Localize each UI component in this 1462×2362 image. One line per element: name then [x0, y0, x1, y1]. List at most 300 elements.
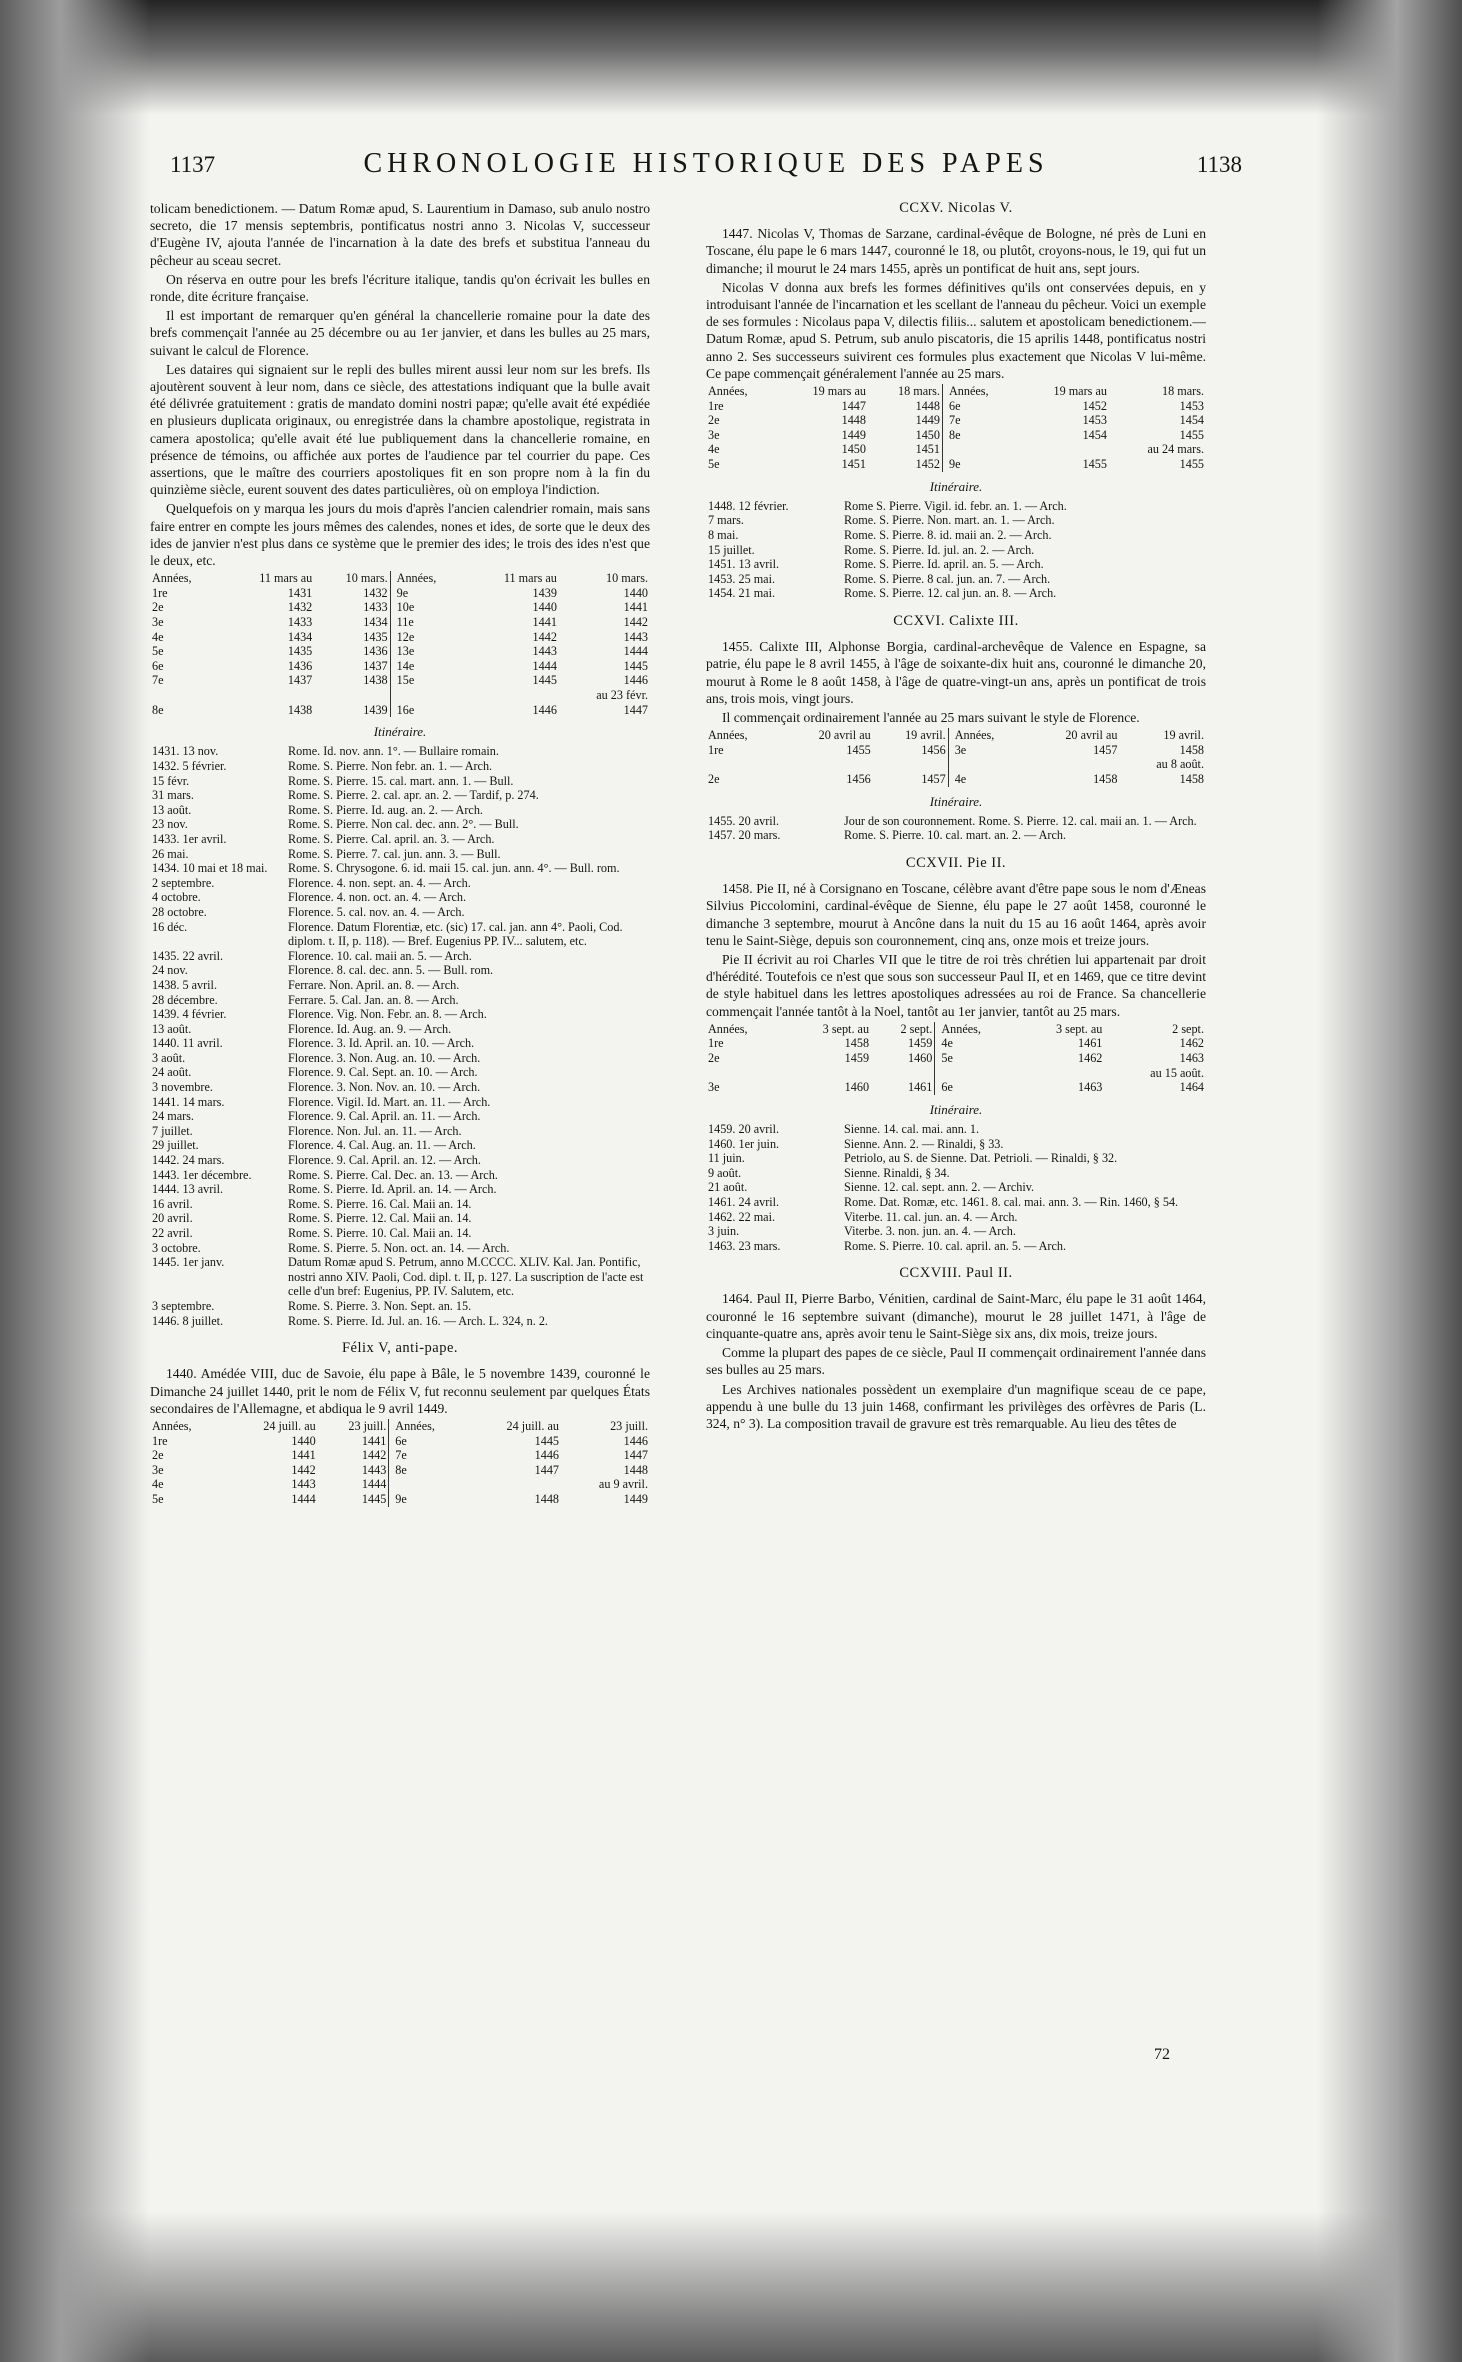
table-cell: 1446 [623, 1433, 648, 1448]
itinerary-date: 16 déc. [152, 919, 188, 934]
table-row [150, 1124, 650, 1139]
table-cell: 7e [152, 673, 164, 688]
scan-edge-right [1317, 0, 1462, 2362]
table-row [706, 586, 1206, 601]
table-row [150, 774, 650, 789]
table-cell: 3e [708, 427, 720, 442]
table-cell: 1438 [287, 702, 313, 717]
table-cell: 4e [708, 442, 720, 457]
table-cell: 1447 [623, 702, 648, 717]
table-row [150, 1036, 650, 1051]
table-cell: 9e [395, 1491, 407, 1506]
table-cell: 15e [396, 673, 415, 688]
table-row [150, 1109, 650, 1124]
itinerary-date: 28 décembre. [152, 992, 218, 1007]
table-cell: 1450 [841, 442, 866, 457]
table-row [150, 1492, 650, 1507]
table-cell: 8e [948, 427, 961, 442]
itinerary-date: 4 octobre. [152, 890, 201, 905]
table-row [706, 1151, 1206, 1166]
table-row [706, 743, 1206, 758]
table-cell: 1440 [532, 600, 557, 615]
regnal-years-table [706, 728, 1206, 786]
table-cell: 1441 [532, 615, 557, 630]
table-cell: 6e [395, 1433, 407, 1448]
itinerary-date: 11 juin. [708, 1151, 745, 1166]
table-row [706, 772, 1206, 787]
table-cell [783, 1066, 871, 1081]
table-row [706, 572, 1206, 587]
table-row [706, 1239, 1206, 1254]
table-cell: 1458 [1093, 771, 1118, 786]
itinerary-entry: Rome. S. Pierre. 15. cal. mart. ann. 1. — Bull. [288, 773, 514, 788]
itinerary-date: 1454. 21 mai. [708, 586, 776, 601]
table-cell: 1442 [361, 1448, 387, 1463]
itinerary-entry: Sienne. 14. cal. mai. ann. 1. [844, 1121, 980, 1136]
itinerary-entry: Rome. S. Pierre. Cal. april. an. 3. — Arch. [288, 831, 495, 846]
table-cell: au 15 août. [1150, 1065, 1204, 1080]
itinerary-entry: Sienne. 12. cal. sept. ann. 2. — Archiv. [844, 1180, 1035, 1195]
table-row [150, 630, 650, 645]
table-cell: 1451 [841, 457, 866, 471]
table-cell: 1446 [534, 1448, 560, 1463]
itinerary-entry: Rome. S. Pierre. Non. mart. an. 1. — Arch. [844, 513, 1055, 528]
table-row [150, 1153, 650, 1168]
table-cell: 1433 [363, 600, 388, 615]
header-cell: 3 sept. au [1056, 1021, 1103, 1036]
itinerary-date: 1445. 1er janv. [152, 1255, 225, 1270]
table-cell: 1458 [1179, 771, 1204, 786]
header-cell: 11 mars au [503, 571, 557, 586]
header-cell: 10 mars. [606, 571, 648, 586]
table-cell [221, 688, 314, 703]
table-row [150, 861, 650, 876]
paragraph: 1440. Amédée VIII, duc de Savoie, élu pape à Bâle, le 5 novembre 1439, couronné le Dimanche 24 juillet 1440, prit le nom de Félix V, fut reconnu seulement par quelques États secondaires de l'Allemagne, et abdiqua le 9 avril 1449. [150, 1366, 650, 1416]
itinerary-entry: Viterbe. 3. non. jun. an. 4. — Arch. [844, 1224, 1016, 1239]
table-cell: 1444 [532, 658, 557, 673]
itinerary-heading: Itinéraire. [929, 1101, 983, 1117]
table-row [706, 814, 1206, 829]
table-cell: 1434 [363, 615, 388, 630]
itinerary-entry: Florence. 3. Non. Aug. an. 10. — Arch. [288, 1050, 481, 1065]
itinerary-date: 28 octobre. [152, 904, 207, 919]
table-cell: 1442 [291, 1462, 316, 1477]
table-cell: 1445 [361, 1491, 387, 1506]
table-row [150, 1168, 650, 1183]
paragraph: Il est important de remarquer qu'en général la chancellerie romaine pour la date des brefs commençait l'année au 25 décembre ou au 1er janvier, et dans les bulles au 25 mars, suivant le calcul de Florence. [150, 308, 650, 358]
header-cell: 2 sept. [900, 1021, 933, 1036]
table-cell: 1443 [623, 629, 648, 644]
itinerary-entry: Rome. Dat. Romæ, etc. 1461. 8. cal. mai. ann. 3. — Rin. 1460, § 54. [844, 1194, 1179, 1209]
table-cell [1017, 442, 1109, 457]
section-title: Félix V, anti-pape. [341, 1340, 459, 1357]
table-cell: 1460 [907, 1050, 933, 1065]
itinerary-date: 16 avril. [152, 1196, 193, 1211]
table-cell: 1446 [623, 673, 648, 688]
table-cell [1016, 1066, 1104, 1081]
itinerary-date: 13 août. [152, 802, 192, 817]
table-cell: 1443 [532, 644, 557, 659]
itinerary-entry: Jour de son couronnement. Rome. S. Pierre. 12. cal. maii an. 1. — Arch. [844, 813, 1197, 828]
table-row [150, 993, 650, 1008]
table-cell [150, 688, 221, 703]
table-cell: 5e [152, 644, 164, 659]
header-cell: 20 avril au [818, 728, 871, 743]
table-row [706, 1166, 1206, 1181]
table-cell: 1449 [841, 427, 866, 442]
table-cell: 1444 [623, 644, 648, 659]
itinerary-entry: Florence. 4. Cal. Aug. an. 11. — Arch. [288, 1138, 476, 1153]
table-cell: 1458 [844, 1036, 870, 1051]
itinerary-entry: Rome. S. Pierre. 7. cal. jun. ann. 3. — Bull. [288, 846, 501, 861]
header-cell: 3 sept. au [822, 1021, 870, 1036]
table-cell: 1447 [623, 1448, 648, 1463]
table-header-row [706, 384, 1206, 399]
table-cell: 1462 [1078, 1050, 1103, 1065]
table-cell [779, 757, 873, 772]
table-cell: 4e [941, 1036, 953, 1051]
itinerary-entry: Florence. Id. Aug. an. 9. — Arch. [288, 1021, 452, 1036]
table-row [150, 920, 650, 949]
table-cell: 1437 [287, 673, 313, 688]
table-cell: 3e [708, 1080, 720, 1095]
itinerary-entry: Rome. S. Pierre. 5. Non. oct. an. 14. — Arch. [288, 1240, 510, 1255]
table-row [150, 788, 650, 803]
paragraph: Les dataires qui signaient sur le repli des bulles mirent aussi leur nom sur les brefs. Ils ajoutèrent souvent à leur nom, dans ce siècle, des attestations indiquant que la bulle avait été délivrée gratuitement : gratis de mandato domini nostri papæ; qu'elle avait été expédiée en plusieurs duplicata originaux, ou enregistrée dans la chambre apostolique, registrata in camera apostolica; qu'elle avait été lue publiquement dans la chancellerie romaine, en présence de témoins, ou affichée aux portes de l'audience par tel courrier du pape. Ces assertions, que le maître des courriers apostoliques fit en son propre nom à la fin du quinzième siècle, eurent souvent des dates particulières, où on employa l'indiction. [150, 361, 650, 498]
table-cell: 1441 [361, 1433, 387, 1448]
itinerary-entry: Rome. S. Pierre. Non febr. an. 1. — Arch. [288, 759, 493, 773]
itinerary-date: 1441. 14 mars. [152, 1094, 225, 1109]
itinerary-date: 1442. 24 mars. [152, 1153, 225, 1168]
table-row [150, 1463, 650, 1478]
table-row [150, 832, 650, 847]
table-cell: au 8 août. [1156, 757, 1204, 772]
header-cell: 18 mars. [1162, 384, 1204, 399]
table-cell: 12e [396, 629, 415, 644]
header-cell: 18 mars. [897, 384, 940, 399]
table-row [706, 828, 1206, 843]
itinerary-date: 24 août. [152, 1065, 192, 1080]
table-row [150, 978, 650, 993]
itinerary-heading: Itinéraire. [929, 793, 983, 809]
table-cell: 1455 [846, 742, 871, 757]
table-cell: 1455 [1179, 427, 1204, 442]
table-cell: 14e [396, 658, 415, 673]
table-cell: 1453 [1179, 398, 1204, 413]
table-cell [706, 757, 779, 772]
table-cell: 9e [396, 585, 409, 600]
table-cell [395, 688, 466, 703]
table-cell: 1441 [291, 1448, 316, 1463]
table-row [150, 1434, 650, 1449]
itinerary-entry: Florence. 4. non. oct. an. 4. — Arch. [288, 890, 467, 905]
itinerary-entry: Rome. S. Pierre. Id. april. an. 5. — Arch. [844, 557, 1044, 572]
table-cell: 1438 [363, 673, 388, 688]
itinerary-date: 23 nov. [152, 817, 188, 832]
table-cell: 1448 [915, 398, 940, 413]
table-cell: 1447 [841, 398, 866, 413]
table-cell: 1454 [1082, 427, 1107, 442]
paragraph: 1455. Calixte III, Alphonse Borgia, cardinal-archevêque de Valence en Espagne, sa patrie, élu pape le 8 avril 1455, à l'âge de soixante-dix huit ans, couronné le dimanche 20, mourut à Rome le 8 août 1458, à l'âge de quatre-vingt-un ans, après un pontificat de trois ans, trois mois, vingt jours. [706, 639, 1206, 706]
paragraph: Il commençait ordinairement l'année au 25 mars suivant le style de Florence. [722, 709, 1140, 725]
itinerary-entry: Rome. S. Pierre. Id. jul. an. 2. — Arch. [844, 542, 1035, 557]
itinerary-date: 1460. 1er juin. [708, 1136, 780, 1151]
table-cell: 4e [152, 1477, 164, 1492]
page-number-right: 1138 [1196, 152, 1242, 177]
table-header-row [706, 728, 1206, 743]
table-cell: 1431 [287, 585, 313, 600]
regnal-years-table [706, 1022, 1206, 1095]
table-cell: au 9 avril. [598, 1477, 648, 1492]
table-cell: 4e [954, 771, 967, 786]
itinerary-entry: Florence. 3. Id. April. an. 10. — Arch. [288, 1036, 475, 1051]
itinerary-entry: Rome. S. Pierre. 8 cal. jun. an. 7. — Arch. [844, 571, 1051, 586]
table-row [150, 659, 650, 674]
table-cell: 6e [152, 658, 164, 673]
table-row [706, 1224, 1206, 1239]
itinerary-entry: Datum Romæ apud S. Petrum, anno M.CCCC. XLIV. Kal. Jan. Pontific, nostri anno XIV. Paoli, Cod. dipl. t. II, p. 127. La suscription de l'acte est celle d'un bref: Eugenius, PP. IV. Salutem, etc. [288, 1255, 644, 1299]
itinerary-date: 1435. 22 avril. [152, 948, 224, 963]
header-cell: 11 mars au [259, 571, 313, 586]
section-title: CCXVI. Calixte III. [893, 612, 1019, 629]
table-cell: 4e [152, 629, 164, 644]
table-row [706, 413, 1206, 428]
table-cell: 1445 [532, 673, 557, 688]
header-cell: Années, [396, 571, 437, 586]
table-cell: 1453 [1082, 413, 1107, 428]
itinerary-heading: Itinéraire. [373, 724, 427, 740]
itinerary-date: 24 mars. [152, 1109, 194, 1124]
table-row [150, 1226, 650, 1241]
itinerary-date: 3 septembre. [152, 1298, 215, 1313]
table-row [150, 1007, 650, 1022]
itinerary-date: 1444. 13 avril. [152, 1182, 224, 1197]
table-row [150, 644, 650, 659]
itinerary-date: 1434. 10 mai et 18 mai. [152, 861, 268, 876]
itinerary-date: 9 août. [708, 1165, 742, 1180]
itinerary-table [706, 499, 1206, 601]
table-cell [314, 688, 390, 703]
itinerary-date: 7 mars. [708, 513, 744, 528]
itinerary-entry: Sienne. Ann. 2. — Rinaldi, § 33. [844, 1136, 1004, 1151]
table-row [150, 1211, 650, 1226]
table-cell: 8e [395, 1462, 407, 1477]
itinerary-table [706, 814, 1206, 843]
header-cell: Années, [152, 1418, 192, 1433]
header-cell: 23 juill. [348, 1418, 387, 1433]
table-cell: 1444 [291, 1491, 316, 1506]
table-cell: 9e [948, 457, 961, 471]
itinerary-table [706, 1122, 1206, 1253]
table-cell: 2e [152, 1448, 164, 1463]
itinerary-date: 29 juillet. [152, 1138, 199, 1153]
header-cell: 19 mars au [1053, 384, 1107, 399]
table-row [150, 1477, 650, 1492]
itinerary-entry: Florence. Vig. Non. Febr. an. 8. — Arch. [288, 1007, 487, 1022]
table-cell [939, 1066, 1016, 1081]
itinerary-date: 3 octobre. [152, 1240, 201, 1255]
table-cell: 6e [941, 1080, 953, 1095]
table-cell: 1445 [623, 658, 648, 673]
table-cell: 2e [708, 413, 720, 428]
paragraph: Quelquefois on y marqua les jours du mois d'après l'ancien calendrier romain, mais sans faire entrer en compte les jours mêmes des calendes, nones et ides, de sorte que le deux des ides de janvier n'est plus dans ce système que le premier des ides; le trois des ides n'est que le deux, etc. [150, 501, 650, 569]
itinerary-entry: Rome. S. Pierre. 10. Cal. Maii an. 14. [288, 1226, 472, 1240]
table-cell: 1446 [532, 702, 557, 717]
itinerary-entry: Rome. S. Pierre. 10. cal. april. an. 5. — Arch. [844, 1238, 1067, 1253]
section-title: CCXV. Nicolas V. [899, 200, 1013, 216]
table-cell: 1455 [1082, 457, 1107, 471]
header-cell: 20 avril au [1065, 728, 1118, 743]
table-cell: 1443 [291, 1477, 316, 1492]
table-cell: 1re [152, 1433, 168, 1448]
table-cell: 2e [152, 600, 164, 615]
table-row [150, 817, 650, 832]
itinerary-date: 15 juillet. [708, 542, 755, 557]
itinerary-table [150, 744, 650, 1328]
table-cell: 5e [152, 1491, 164, 1506]
table-cell: 1461 [1078, 1036, 1103, 1051]
table-header-row [150, 1419, 650, 1434]
itinerary-date: 15 févr. [152, 773, 190, 788]
itinerary-date: 21 août. [708, 1180, 748, 1195]
table-row [150, 1051, 650, 1066]
table-cell: au 24 mars. [1147, 442, 1204, 457]
table-cell: 3e [152, 615, 164, 630]
table-row [150, 1299, 650, 1314]
table-row [150, 847, 650, 862]
itinerary-entry: Petriolo, au S. de Sienne. Dat. Petrioli. — Rinaldi, § 32. [844, 1151, 1118, 1166]
header-cell: Années, [948, 384, 989, 399]
table-row [706, 757, 1206, 772]
table-cell: 1442 [532, 629, 557, 644]
table-row [150, 1197, 650, 1212]
table-cell: 1439 [532, 585, 557, 600]
table-cell: 16e [396, 702, 415, 717]
itinerary-date: 1439. 4 février. [152, 1007, 227, 1022]
header-cell: 19 avril. [1163, 728, 1204, 743]
itinerary-date: 1443. 1er décembre. [152, 1167, 252, 1182]
itinerary-entry: Florence. 9. Cal. April. an. 11. — Arch. [288, 1109, 481, 1124]
itinerary-date: 1453. 25 mai. [708, 571, 776, 586]
table-cell: 1435 [287, 644, 313, 659]
table-cell: 1456 [921, 742, 946, 757]
table-cell: 1448 [623, 1462, 648, 1477]
table-cell [873, 757, 948, 772]
itinerary-date: 26 mai. [152, 846, 189, 861]
itinerary-entry: Rome. S. Pierre. 10. cal. mart. an. 2. — Arch. [844, 828, 1067, 843]
itinerary-date: 1462. 22 mai. [708, 1209, 776, 1224]
table-row [150, 949, 650, 964]
table-cell: 1458 [1179, 742, 1204, 757]
scan-edge-bottom [0, 2212, 1462, 2362]
table-row [150, 905, 650, 920]
table-header-row [706, 1022, 1206, 1037]
table-cell: 1444 [361, 1477, 387, 1492]
table-cell: 1463 [1179, 1050, 1204, 1065]
table-cell: 1re [708, 398, 724, 413]
table-cell: 6e [948, 398, 961, 413]
table-row [706, 1122, 1206, 1137]
table-cell: 13e [396, 644, 415, 659]
header-cell: Années, [941, 1021, 981, 1036]
table-cell: au 23 févr. [596, 688, 648, 703]
itinerary-entry: Ferrare. 5. Cal. Jan. an. 8. — Arch. [288, 992, 459, 1007]
table-row [150, 1022, 650, 1037]
page-number-left: 1137 [170, 152, 216, 177]
itinerary-date: 1451. 13 avril. [708, 557, 780, 572]
table-cell: 1432 [363, 585, 388, 600]
itinerary-date: 1459. 20 avril. [708, 1121, 780, 1136]
table-row [150, 744, 650, 759]
table-row [150, 890, 650, 905]
table-cell: 5e [941, 1050, 953, 1065]
table-cell: 1442 [623, 615, 648, 630]
itinerary-entry: Rome. S. Pierre. 12. cal jun. an. 8. — Arch. [844, 586, 1057, 601]
itinerary-date: 1455. 20 avril. [708, 813, 780, 828]
table-row [706, 457, 1206, 472]
table-cell: 1454 [1179, 413, 1204, 428]
paragraph: Pie II écrivit au roi Charles VII que le titre de roi très chrétien lui appartenait par droit d'hérédité. Toutefois ce n'est que sous son successeur Paul II, et en 1469, que ce titre devint de style habituel dans les lettres apostoliques adressées au roi de France. Sa chancellerie commençait l'année tantôt à la Noel, tantôt au 1er janvier, tantôt au 25 mars. [706, 951, 1206, 1019]
table-cell: 1434 [287, 629, 313, 644]
paragraph: 1447. Nicolas V, Thomas de Sarzane, cardinal-évêque de Bologne, né près de Luni en Toscane, élu pape le 6 mars 1447, couronné le 18, ou plutôt, croyons-nous, le 19, qui fut un dimanche; il mourut le 24 mars 1455, après un pontificat de huit ans, sept jours. [706, 226, 1206, 276]
table-row [150, 1448, 650, 1463]
itinerary-date: 31 mars. [152, 788, 194, 803]
header-cell: Années, [708, 384, 748, 399]
header-cell: Années, [708, 1021, 748, 1036]
itinerary-date: 13 août. [152, 1021, 192, 1036]
itinerary-date: 3 juin. [708, 1224, 740, 1239]
table-row [150, 803, 650, 818]
table-cell: 1439 [363, 702, 388, 717]
table-cell [466, 1477, 561, 1492]
table-cell: 1464 [1179, 1080, 1204, 1095]
table-cell: 8e [152, 702, 164, 717]
scan-edge-top [0, 0, 1462, 115]
paragraph: 1464. Paul II, Pierre Barbo, Vénitien, cardinal de Saint-Marc, élu pape le 31 août 1464, couronné le 16 septembre suivant (dimanche), mourut le 28 juillet 1471, à l'âge de cinquante-quatre ans, après avoir tenu le Saint-Siège six ans, dix mois, treize jours. [706, 1291, 1206, 1341]
table-cell: 1459 [844, 1050, 870, 1065]
table-row [706, 513, 1206, 528]
table-cell: 7e [395, 1448, 407, 1463]
itinerary-entry: Sienne. Rinaldi, § 34. [844, 1165, 950, 1180]
table-row [706, 442, 1206, 457]
table-cell: 1440 [623, 585, 648, 600]
table-row [150, 759, 650, 774]
itinerary-date: 1440. 11 avril. [152, 1036, 223, 1051]
left-column [150, 200, 650, 1507]
itinerary-heading: Itinéraire. [929, 478, 983, 494]
itinerary-date: 1432. 5 février. [152, 759, 227, 773]
table-cell: 1463 [1078, 1080, 1103, 1095]
table-row [150, 703, 650, 718]
itinerary-entry: Florence. 8. cal. dec. ann. 5. — Bull. rom. [288, 963, 494, 978]
itinerary-date: 20 avril. [152, 1211, 193, 1226]
header-cell: Années, [708, 728, 748, 743]
table-cell: 1452 [1082, 398, 1107, 413]
itinerary-entry: Florence. Datum Florentiæ, etc. (sic) 17. cal. jan. ann 4°. Paoli, Cod. diplom. t. II, p. 118). — Bref. Eugenius PP. IV... salutem, etc. [288, 919, 623, 949]
table-cell: 1452 [915, 457, 940, 471]
itinerary-date: 1461. 24 avril. [708, 1194, 780, 1209]
table-cell: 2e [708, 1050, 720, 1065]
header-cell: 2 sept. [1172, 1021, 1204, 1036]
table-row [706, 399, 1206, 414]
header-cell: Années, [954, 728, 995, 743]
regnal-years-table [150, 1419, 650, 1507]
itinerary-entry: Rome. S. Pierre. Non cal. dec. ann. 2°. — Bull. [288, 817, 519, 832]
itinerary-entry: Viterbe. 11. cal. jun. an. 4. — Arch. [844, 1209, 1018, 1224]
table-cell: 7e [948, 413, 961, 428]
table-cell: 1462 [1179, 1036, 1204, 1051]
header-cell: 23 juill. [610, 1418, 648, 1433]
